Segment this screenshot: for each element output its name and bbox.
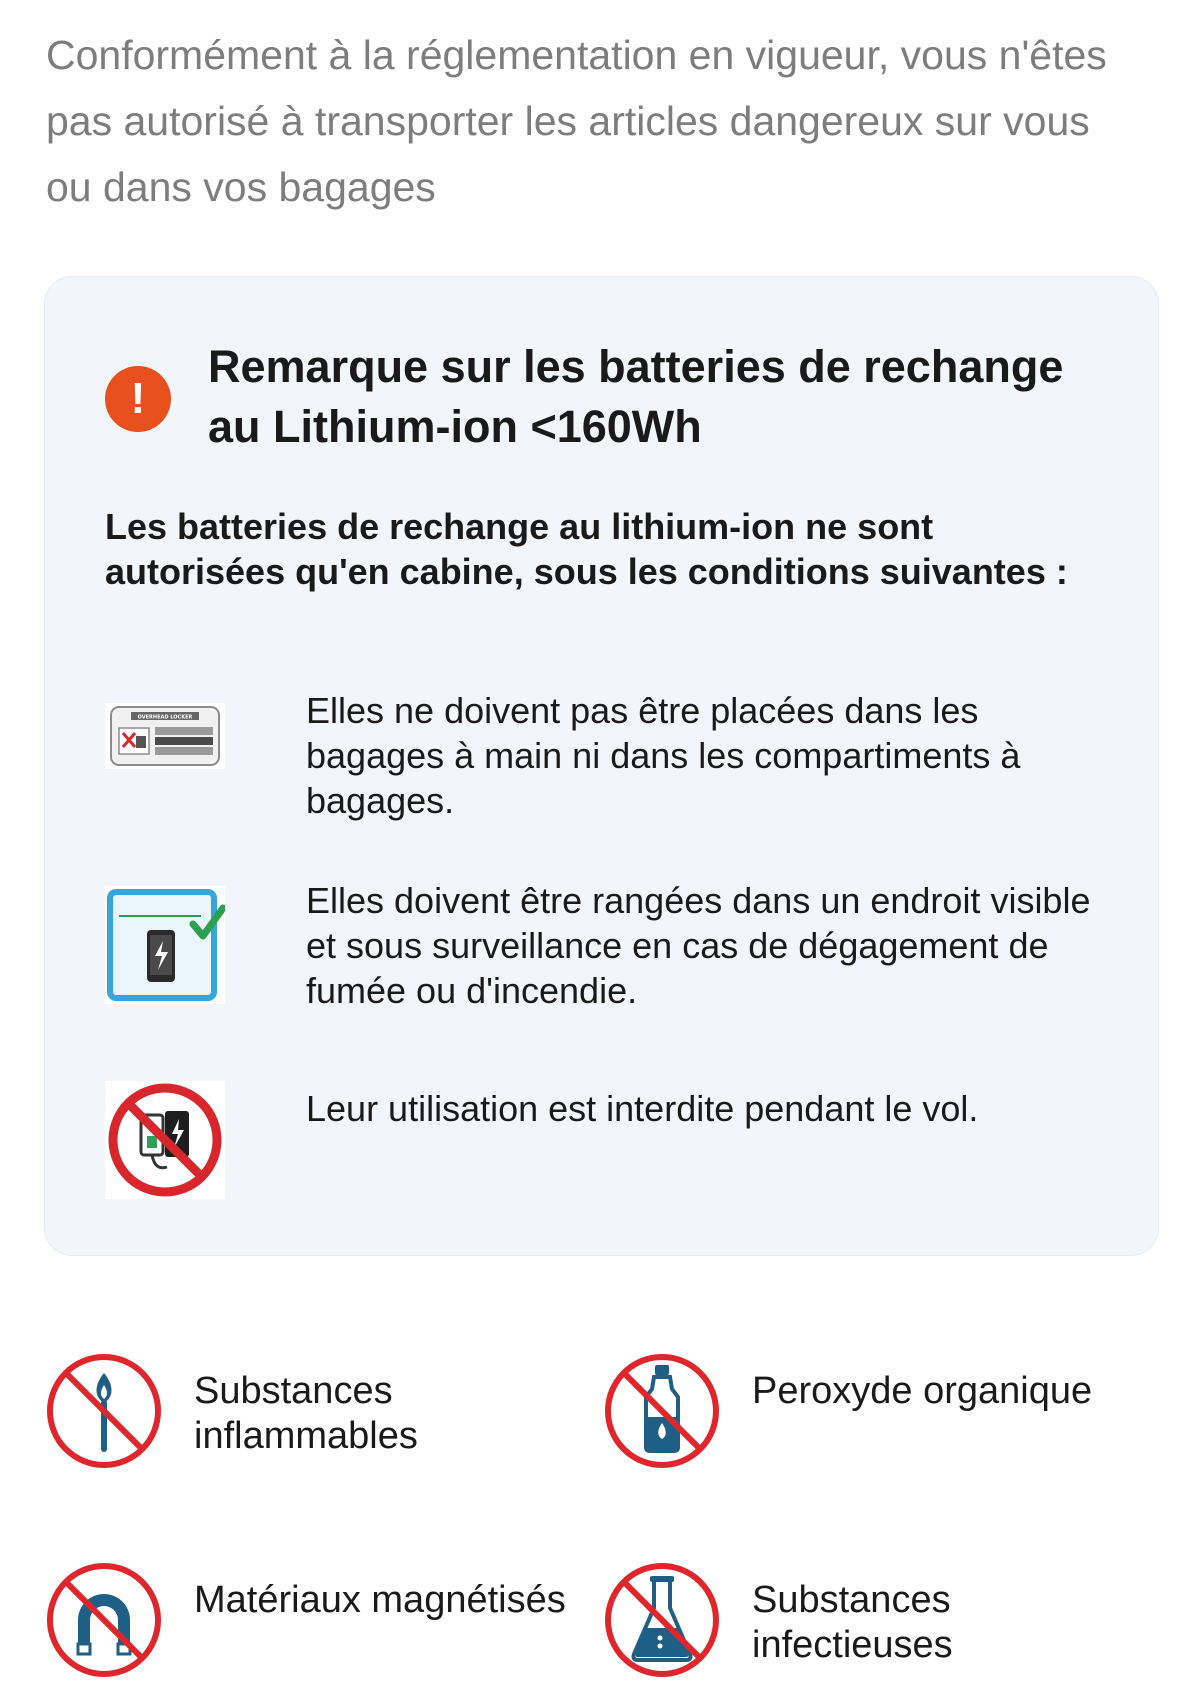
prohibited-item-label: Substances infectieuses <box>752 1579 953 1666</box>
visible-phone-check-icon <box>105 886 225 1004</box>
prohibited-item-magnetized <box>44 1560 584 1685</box>
condition-text: Elles ne doivent pas être placées dans les bagages à main ni dans les compartiments à bagages. <box>306 690 1021 821</box>
no-magnet-icon <box>44 1560 164 1680</box>
warning-icon <box>105 366 171 432</box>
condition-text: Elles doivent être rangées dans un endroit visible et sous surveillance en cas de dégagement de fumée ou d'incendie. <box>306 880 1091 1011</box>
notice-lead: Les batteries de rechange au lithium-ion ne sont autorisées qu'en cabine, sous les conditions suivantes : <box>105 506 1068 592</box>
no-match-icon <box>44 1351 164 1471</box>
prohibited-item-label: Substances inflammables <box>194 1370 418 1457</box>
prohibited-item-label: Peroxyde organique <box>752 1370 1093 1412</box>
no-bottle-icon <box>602 1351 722 1471</box>
prohibited-item-label: Matériaux magnétisés <box>194 1579 566 1621</box>
condition-text: Leur utilisation est interdite pendant le vol. <box>306 1088 979 1129</box>
intro-text: Conformément à la réglementation en vigueur, vous n'êtes pas autorisé à transporter les articles dangereux sur vous ou dans vos bagages <box>46 32 1107 210</box>
no-flask-icon <box>602 1560 722 1680</box>
prohibited-item-flammable <box>44 1351 584 1476</box>
prohibited-item-infectious <box>602 1560 1142 1685</box>
locker-label: OVERHEAD LOCKER <box>137 714 193 721</box>
notice-title: Remarque sur les batteries de rechange au Lithium-ion <160Wh <box>208 341 1064 452</box>
no-charging-icon <box>105 1081 225 1199</box>
overhead-locker-icon <box>105 700 225 818</box>
lithium-battery-notice-card <box>44 276 1159 1256</box>
warning-glyph: ! <box>130 374 146 423</box>
prohibited-item-organic-peroxide <box>602 1351 1142 1476</box>
